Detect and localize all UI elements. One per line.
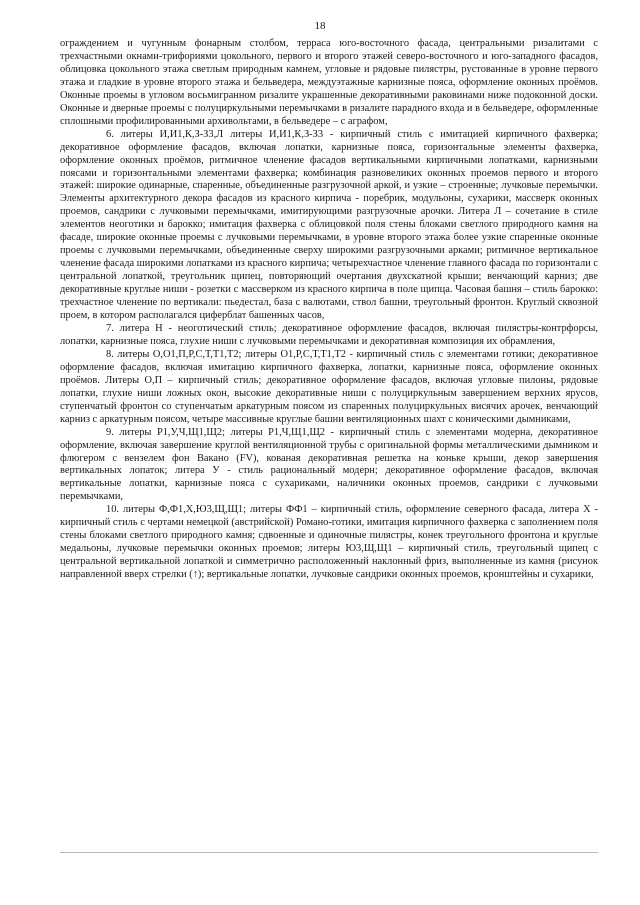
page-number: 18 <box>314 20 326 32</box>
bottom-divider <box>60 852 598 853</box>
paragraph-item-9: 9. литеры Р1,У,Ч,Щ1,Щ2; литеры Р1,Ч,Щ1,Щ2 - кирпичный стиль с элементами модерна, декоративное оформление, включая завершение круглой вентиляционной трубы с оригинальной формы металлическими дымником и флюгером с вензелем фон Вакано (FV), кованая декоративная решетка на коньке крыши, декор завершения вертикальных лопаток; литера У - стиль рациональный модерн; декоративное оформление фасадов, включая вертикальные лопатки, карнизные пояса с сухариками, наличники оконных проемов, сандрики с лучковыми перемычками, <box>60 426 598 503</box>
paragraph-item-6: 6. литеры И,И1,К,З-З3,Л литеры И,И1,К,З-З3 - кирпичный стиль с имитацией кирпичного фахверка; декоративное оформление фасадов, включая лопатки, карнизные пояса, горизонтальные элементы фахверка, оформление оконных проёмов, ритмичное членение фасадов вертикальными кирпичными лопатками, карнизными поясами и горизонтальными элементами фахверка; комбинация разновеликих оконных проемов первого и второго этажей: широкие одинарные, спаренные, объединенные разгрузочной аркой, и узкие – строенные; лучковые перемычки. Элементы архитектурного декора фасадов из красного кирпича - поребрик, модульоны, сухарики, массверк оконных проемов, сандрики с лучковыми перемычками, имитирующими разгрузочные арочки. Литера Л – сочетание в стиле элементов неоготики и барокко; имитация фахверка с облицовкой поля стены блоками светлого природного камня на фасаде, широкие оконные проемы с лучковыми перемычками, в уровне второго этажа более узкие спаренные оконные проемы с лучковыми перемычками, объединенные сверху широкими разгрузочными арками; ритмичное вертикальное членение фасада широкими лопатками из красного кирпича; четырехчастное членение главного фасада по горизонтали с центральной лопаткой, треугольник щипец, повторяющий очертания двухскатной крыши; венчающий карниз; две декоративные круглые ниши - розетки с массверком из красного кирпича в поле щипца. Часовая башня – стиль барокко: трехчастное членение по вертикали: пьедестал, база с валютами, ствол башни, треугольный фронтон. Круглый сквозной проем, в котором располагался циферблат башенных часов, <box>60 128 598 322</box>
paragraph-item-7: 7. литера Н - неоготический стиль; декоративное оформление фасадов, включая пилястры-контрфорсы, лопатки, карнизные пояса, глухие ниши с лучковыми перемычками и декоративная композиция их обрамления, <box>60 322 598 347</box>
paragraph-item-8: 8. литеры О,О1,П,Р,С,Т,Т1,Т2; литеры О1,Р,С,Т,Т1,Т2 - кирпичный стиль с элементами готики; декоративное оформление фасадов, включая имитацию кирпичного фахверка, лопатки, карнизные пояса, оформление оконных проёмов. Литеры О,П – кирпичный стиль; декоративное оформление фасадов, включая угловые пилоны, рядовые лопатки, глухие ниши ложных окон, высокие декоративные ниши с полуциркульным завершением верхних ярусов, ступенчатый фронтон со ступенчатым аркатурным поясом из спаренных полуциркульных висячих арочек, венчающий карниз с аркатурным поясом, четыре массивные круглые башни вентиляционных шахт с коническими дымниками, <box>60 348 598 425</box>
paragraph-item-10: 10. литеры Ф,Ф1,Х,Ю3,Щ,Щ1; литеры ФФ1 – кирпичный стиль, оформление северного фасада, литера Х - кирпичный стиль с чертами немецкой (австрийской) Романо-готики, имитация кирпичного фахверка с заполнением поля стены блоками светлого природного камня; сдвоенные и одиночные пилястры, конек треугольного фронтона и круглые медальоны, лучковые перемычки оконных проемов; литеры Ю3,Щ,Щ1 – кирпичный стиль, треугольный щипец с центральной вертикальной лопаткой и симметрично расположенный наклонный фриз, выполненные из камня (рисунок направленной вверх стрелки (↑); вертикальные лопатки, лучковые сандрики оконных проемов, кронштейны и сухарики, <box>60 504 598 581</box>
paragraph-continued: ограждением и чугунным фонарным столбом, терраса юго-восточного фасада, центральными ризалитами с трехчастными окнами-трифориями цокольного, первого и второго этажей северо-восточного и юго-западного фасадов, облицовка цокольного этажа светлым природным камнем, угловые и рядовые пилястры, рустованные в уровне первого этажа и гладкие в уровне второго этажа и бельведера, междуэтажные карнизные пояса, оформление оконных проёмов. Оконные проемы в угловом восьмигранном ризалите украшенные декоративными раковинами ниже подоконной доски. Оконные и дверные проемы с полуциркульными перемычками в ризалите парадного входа и в бельведере, оформленные сплошными профилированными архивольтами, в бельведере – с агрaфом, <box>60 38 598 127</box>
document-body <box>60 38 598 582</box>
